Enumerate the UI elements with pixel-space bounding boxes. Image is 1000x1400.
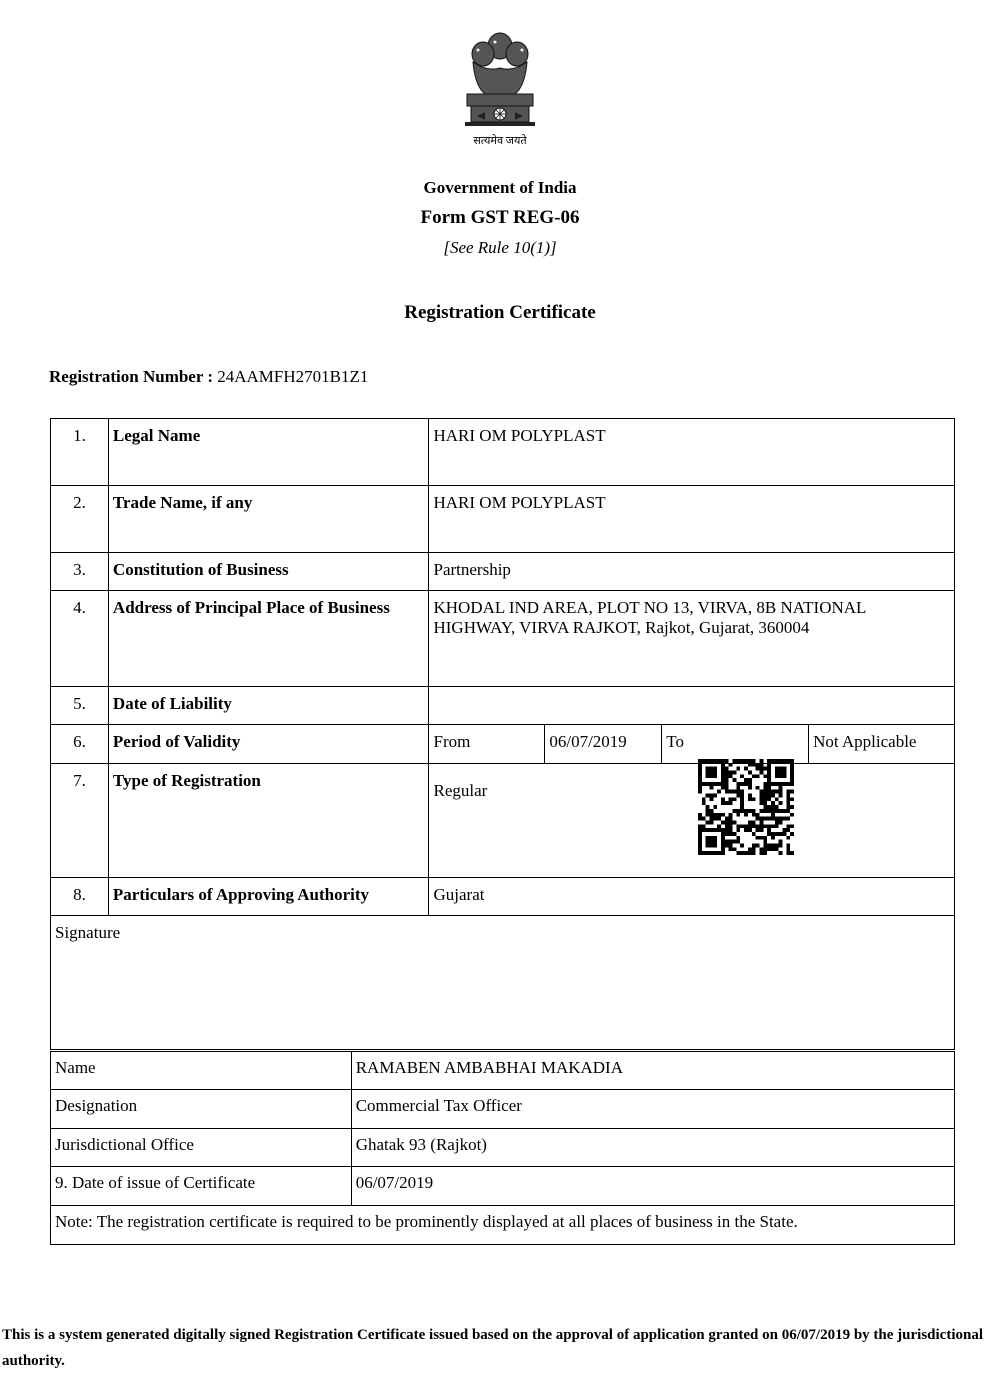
signature-row: [51, 916, 955, 1050]
trade-name-value: HARI OM POLYPLAST: [429, 486, 955, 553]
registration-number-line: [49, 367, 368, 387]
officer-label: Designation: [51, 1090, 352, 1129]
table-row: [51, 687, 955, 725]
qr-code-icon: [698, 759, 794, 855]
certificate-title: Registration Certificate: [404, 302, 596, 323]
row-number: 3.: [51, 553, 109, 591]
jurisdictional-office-value: Ghatak 93 (Rajkot): [351, 1129, 954, 1167]
table-row: [51, 486, 955, 553]
validity-from-value: 06/07/2019: [545, 725, 662, 764]
row-number: 6.: [51, 725, 109, 764]
registration-number-value: 24AAMFH2701B1Z1: [217, 367, 369, 386]
registration-details-table: [50, 418, 955, 1050]
legal-name-value: HARI OM POLYPLAST: [429, 419, 955, 486]
row-label: Address of Principal Place of Business: [108, 591, 429, 687]
row-label: Legal Name: [108, 419, 429, 486]
signature-label: Signature: [51, 916, 955, 1050]
national-emblem: [455, 28, 545, 150]
approving-authority-value: Gujarat: [429, 878, 955, 916]
validity-to-value: Not Applicable: [809, 725, 955, 764]
note-row: [51, 1206, 955, 1245]
row-label: Particulars of Approving Authority: [108, 878, 429, 916]
row-label: Type of Registration: [108, 764, 429, 878]
officer-label: Name: [51, 1052, 352, 1090]
validity-to-label: To: [662, 725, 809, 764]
officer-details-table: [50, 1051, 955, 1245]
date-of-issue-value: 06/07/2019: [351, 1167, 954, 1206]
row-label: Constitution of Business: [108, 553, 429, 591]
row-number: 8.: [51, 878, 109, 916]
government-title: Government of India: [423, 178, 577, 197]
registration-number-label: Registration Number :: [49, 367, 213, 386]
table-row: [51, 878, 955, 916]
officer-label: 9. Date of issue of Certificate: [51, 1167, 352, 1206]
table-row: [51, 764, 955, 878]
officer-label: Jurisdictional Office: [51, 1129, 352, 1167]
table-row: [51, 1090, 955, 1129]
rule-reference: [See Rule 10(1)]: [443, 238, 557, 257]
table-row: [51, 591, 955, 687]
row-label: Period of Validity: [108, 725, 429, 764]
registration-type-cell: [429, 764, 955, 878]
lion-capital-icon: [455, 28, 545, 132]
validity-from-label: From: [429, 725, 545, 764]
row-number: 2.: [51, 486, 109, 553]
row-label: Date of Liability: [108, 687, 429, 725]
row-number: 1.: [51, 419, 109, 486]
footer-statement: This is a system generated digitally signed Registration Certificate issued based on the approval of application granted on 06/07/2019 by the jurisdictional authority.: [2, 1327, 983, 1369]
registration-type-value: Regular: [433, 781, 488, 800]
table-row: [51, 1052, 955, 1090]
row-label: Trade Name, if any: [108, 486, 429, 553]
table-row: [51, 725, 955, 764]
table-row: [51, 1167, 955, 1206]
row-number: 5.: [51, 687, 109, 725]
table-row: [51, 1129, 955, 1167]
note-text: Note: The registration certificate is required to be prominently displayed at all places of business in the State.: [51, 1206, 955, 1245]
table-row: [51, 553, 955, 591]
designation-value: Commercial Tax Officer: [351, 1090, 954, 1129]
officer-name-value: RAMABEN AMBABHAI MAKADIA: [351, 1052, 954, 1090]
emblem-motto: सत्यमेव जयते: [473, 135, 527, 147]
row-number: 4.: [51, 591, 109, 687]
date-of-liability-value: [429, 687, 955, 725]
form-title: Form GST REG-06: [420, 207, 580, 228]
table-row: [51, 419, 955, 486]
row-number: 7.: [51, 764, 109, 878]
constitution-value: Partnership: [429, 553, 955, 591]
address-value: KHODAL IND AREA, PLOT NO 13, VIRVA, 8B NATIONAL HIGHWAY, VIRVA RAJKOT, Rajkot, Gujarat, 360004: [429, 591, 955, 687]
